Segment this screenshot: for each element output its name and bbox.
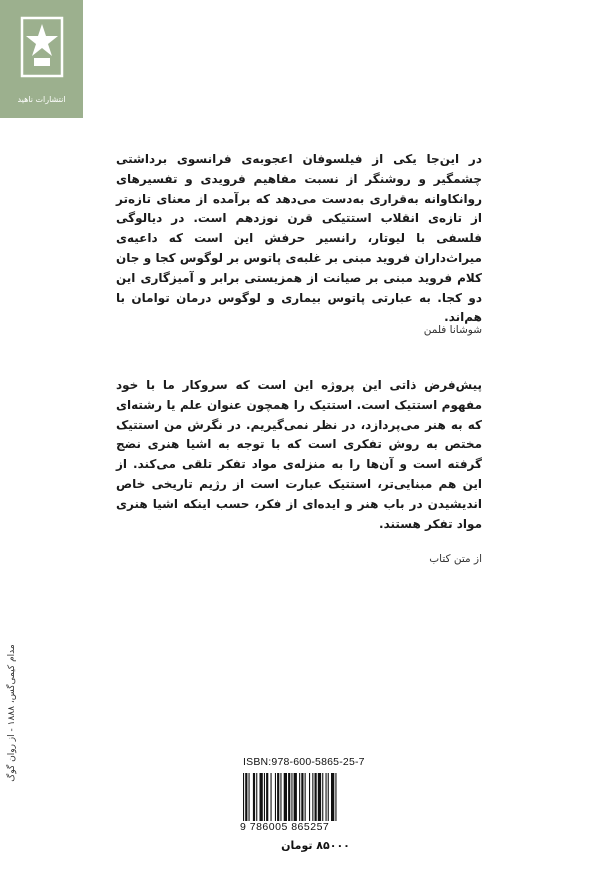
blurb-paragraph-1: در این‌جا یکی از فیلسوفان اعجوبه‌ی فرانسوی برداشتی چشمگیر و روشنگر از نسبت مفاهیم فرویدی و تفسیرهای روانکاوانه به‌قراری به‌دست می‌دهد که برآمده از معنای تازه‌تر از تازه‌ی انقلاب استتیکی قرن نوزدهم است. در دیالوگی فلسفی با لیوتار، رانسیر حرفش این است که داعیه‌ی میراث‌داران فروید مبنی بر غلبه‌ی پاتوس بر لوگوس کجا و جان کلام فروید مبنی بر صیانت از همزیستی برابر و آمیزگاری این دو کجا. به عبارتی پاتوس بیماری و لوگوس درمان توامان با هم‌اند. <box>116 152 482 325</box>
star-emblem-icon <box>20 16 64 78</box>
barcode-digits: 9 786005 865257 <box>240 821 330 833</box>
blurb-credit-2: از متن کتاب <box>429 553 482 565</box>
isbn-label: ISBN:978-600-5865-25-7 <box>243 756 365 768</box>
blurb-credit-1: شوشانا فلمن <box>423 324 482 336</box>
cover-image-caption <box>6 628 18 798</box>
blurb-paragraph-2: پیش‌فرض ذاتی این پروژه این است که سروکار ما با خود مفهوم استتیک است. استتیک را همچون عنوان علم یا رشته‌ای که به هنر می‌پردازد، در نظر نمی‌گیریم. در نگرش من استتیک مختص به روش تفکری است که با توجه به اشیا هنری نضج گرفته است و آن‌ها را به منزله‌ی مواد تفکر تلقی می‌کند. از این هم مبنایی‌تر، استتیک عبارت است از رژیم تاریخی خاص اندیشیدن در باب هنر و ایده‌ای از فکر، حسب اینکه اشیا هنری مواد تفکر هستند. <box>116 378 482 531</box>
barcode <box>243 773 385 821</box>
publisher-name: انتشارات ناهید <box>17 95 66 104</box>
publisher-logo-block <box>0 0 83 118</box>
cover-image-caption-text: مدام کیمی‌گس، ۱۸۸۸ - از روان گوگ <box>7 644 17 782</box>
price-label: ۸۵۰۰۰ تومان <box>281 839 350 852</box>
